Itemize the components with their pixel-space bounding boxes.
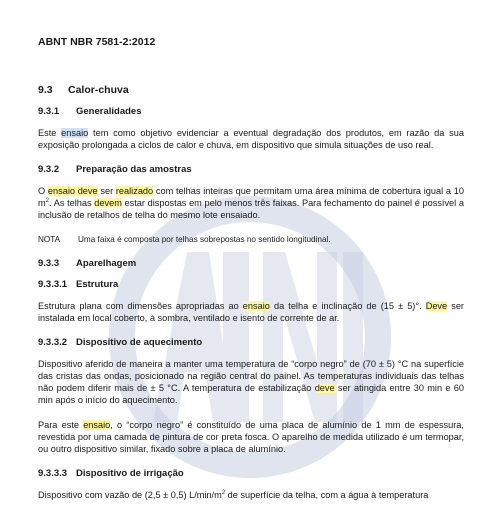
highlight-yellow: Deve <box>425 301 448 311</box>
note-text: Uma faixa é composta por telhas sobrepostas no sentido longitudinal. <box>78 235 331 244</box>
document-content <box>38 36 464 514</box>
section-title: Generalidades <box>76 106 142 117</box>
section-title: Dispositivo de irrigação <box>76 468 184 479</box>
highlight-yellow: ensaio <box>242 301 270 311</box>
paragraph-aquecimento: Dispositivo aferido de maneira a manter uma temperatura de “corpo negro” de (70 ± 5) °C na superfície das cristas das ondas, posicionado na região central do painel. As temperaturas individuais das telhas não podem diferir mais de ± 5 °C. A temperatura de estabilização deve ser atingida entre 30 min e 60 min após o início do aquecimento. <box>38 359 465 405</box>
highlight-yellow: ensaio <box>83 420 111 430</box>
section-9-3-3-heading <box>38 258 464 269</box>
paragraph-corpo-negro: Para este ensaio, o “corpo negro” é constituído de uma placa de alumínio de 1 mm de espessura, revestida por uma camada de pintura de cor preta fosca. O aparelho de medida utilizado é um termopar, ou outro dispositivo similar, fixado sobre a placa de alumínio. <box>38 420 464 454</box>
section-number: 9.3.3 <box>38 258 60 269</box>
paragraph-preparacao: O ensaio deve ser realizado com telhas inteiras que permitam uma área mínima de cobertura igual a 10 $m^2$. As telhas devem estar dispostas em pelo menos três faixas. Para fechamento do painel é possível a inclusão de retalhos de telha do mesmo lote ensaiado. <box>38 186 464 220</box>
document-header: ABNT NBR 7581-2:2012 <box>38 36 156 48</box>
section-number: 9.3.3.3 <box>38 468 68 479</box>
section-title: Calor-chuva <box>68 84 129 96</box>
section-9-3-3-1-heading <box>38 279 464 290</box>
note-label: NOTA <box>38 235 61 244</box>
highlight-yellow: ensaio deve <box>47 186 98 196</box>
section-number: 9.3 <box>38 84 53 96</box>
section-number: 9.3.2 <box>38 164 60 175</box>
section-9-3-2-heading <box>38 164 464 175</box>
paragraph-generalidades: Este ensaio tem como objetivo evidenciar a eventual degradação dos produtos, em razão da sua exposição prolongada a ciclos de calor e chuva, em dispositivo que simula situações de uso real. <box>38 128 464 150</box>
note <box>38 234 464 245</box>
paragraph-irrigacao: Dispositivo com vazão de (2,5 ± 0,5) $L/\min/m^2$ de superfície da telha, com a água à temperatura <box>38 489 429 500</box>
highlight-blue: ensaio <box>61 128 89 138</box>
highlight-yellow: devem <box>94 198 122 208</box>
highlight-yellow: deve <box>314 383 335 393</box>
section-number: 9.3.1 <box>38 106 60 117</box>
section-title: Estrutura <box>76 279 119 290</box>
section-number: 9.3.3.2 <box>38 337 68 348</box>
section-title: Dispositivo de aquecimento <box>76 337 203 348</box>
section-9-3-1-heading <box>38 106 464 117</box>
paragraph-estrutura: Estrutura plana com dimensões apropriadas ao ensaio da telha e inclinação de (15 ± 5)°. Deve ser instalada em local coberto, à sombra, ventilado e isento de corrente de ar. <box>38 301 464 323</box>
section-9-3-3-2-heading <box>38 337 464 348</box>
highlight-yellow: realizado <box>115 186 154 196</box>
section-title: Aparelhagem <box>76 258 137 269</box>
section-title: Preparação das amostras <box>76 164 192 175</box>
section-9-3-heading <box>38 84 464 96</box>
section-number: 9.3.3.1 <box>38 279 68 290</box>
section-9-3-3-3-heading <box>38 468 464 479</box>
